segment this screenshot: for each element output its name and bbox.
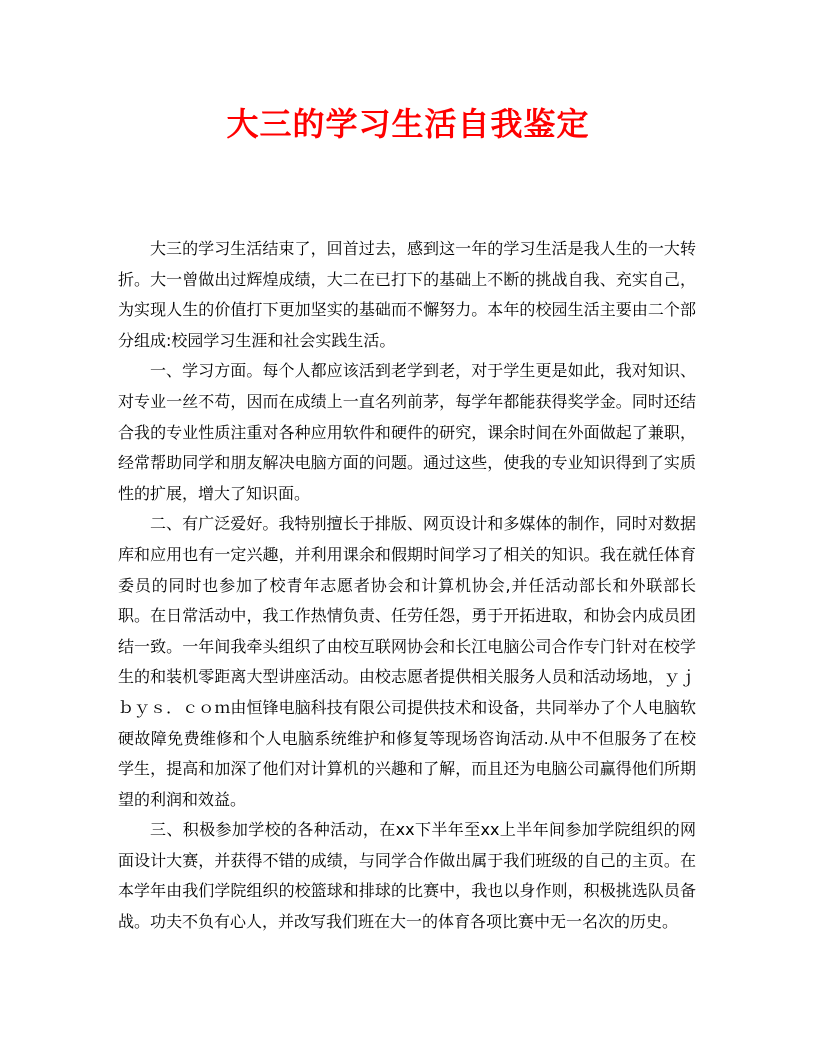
paragraph-hobbies: 二、有广泛爱好。我特别擅长于排版、网页设计和多媒体的制作，同时对数据库和应用也有一定兴趣，并利用课余和假期时间学习了相关的知识。我在就任体育委员的同时也参加了校青年志愿者协会和计算机协会,并任活动部长和外联部长职。在日常活动中，我工作热情负责、任劳任怨，勇于开拓进取，和协会内成员团结一致。一年间我牵头组织了由校互联网协会和长江电脑公司合作专门针对在校学生的和装机零距离大型讲座活动。由校志愿者提供相关服务人员和活动场地，ｙｊｂｙｓ．ｃｏｍ由恒锋电脑科技有限公司提供技术和设备，共同举办了个人电脑软硬故障免费维修和个人电脑系统维护和修复等现场咨询活动.从中不但服务了在校学生，提高和加深了他们对计算机的兴趣和了解，而且还为电脑公司赢得他们所期望的利润和效益。 [118, 514, 696, 809]
document-body [118, 234, 696, 938]
paragraph-activities: 三、积极参加学校的各种活动，在xx下半年至xx上半年间参加学院组织的网面设计大赛，并获得不错的成绩，与同学合作做出属于我们班级的自己的主页。在本学年由我们学院组织的校篮球和排球的比赛中，我也以身作则，积极挑选队员备战。功夫不负有心人，并改写我们班在大一的体育各项比赛中无一名次的历史。 [118, 820, 696, 932]
paragraph-intro: 大三的学习生活结束了，回首过去，感到这一年的学习生活是我人生的一大转折。大一曾做出过辉煌成绩，大二在已打下的基础上不断的挑战自我、充实自己，为实现人生的价值打下更加坚实的基础而不懈努力。本年的校园生活主要由二个部分组成:校园学习生涯和社会实践生活。 [118, 239, 696, 350]
paragraph-study: 一、学习方面。每个人都应该活到老学到老，对于学生更是如此，我对知识、对专业一丝不苟，因而在成绩上一直名列前茅，每学年都能获得奖学金。同时还结合我的专业性质注重对各种应用软件和硬件的研究，课余时间在外面做起了兼职，经常帮助同学和朋友解决电脑方面的问题。通过这些，使我的专业知识得到了实质性的扩展，增大了知识面。 [118, 361, 696, 503]
page-title: 大三的学习生活自我鉴定 [226, 105, 590, 143]
